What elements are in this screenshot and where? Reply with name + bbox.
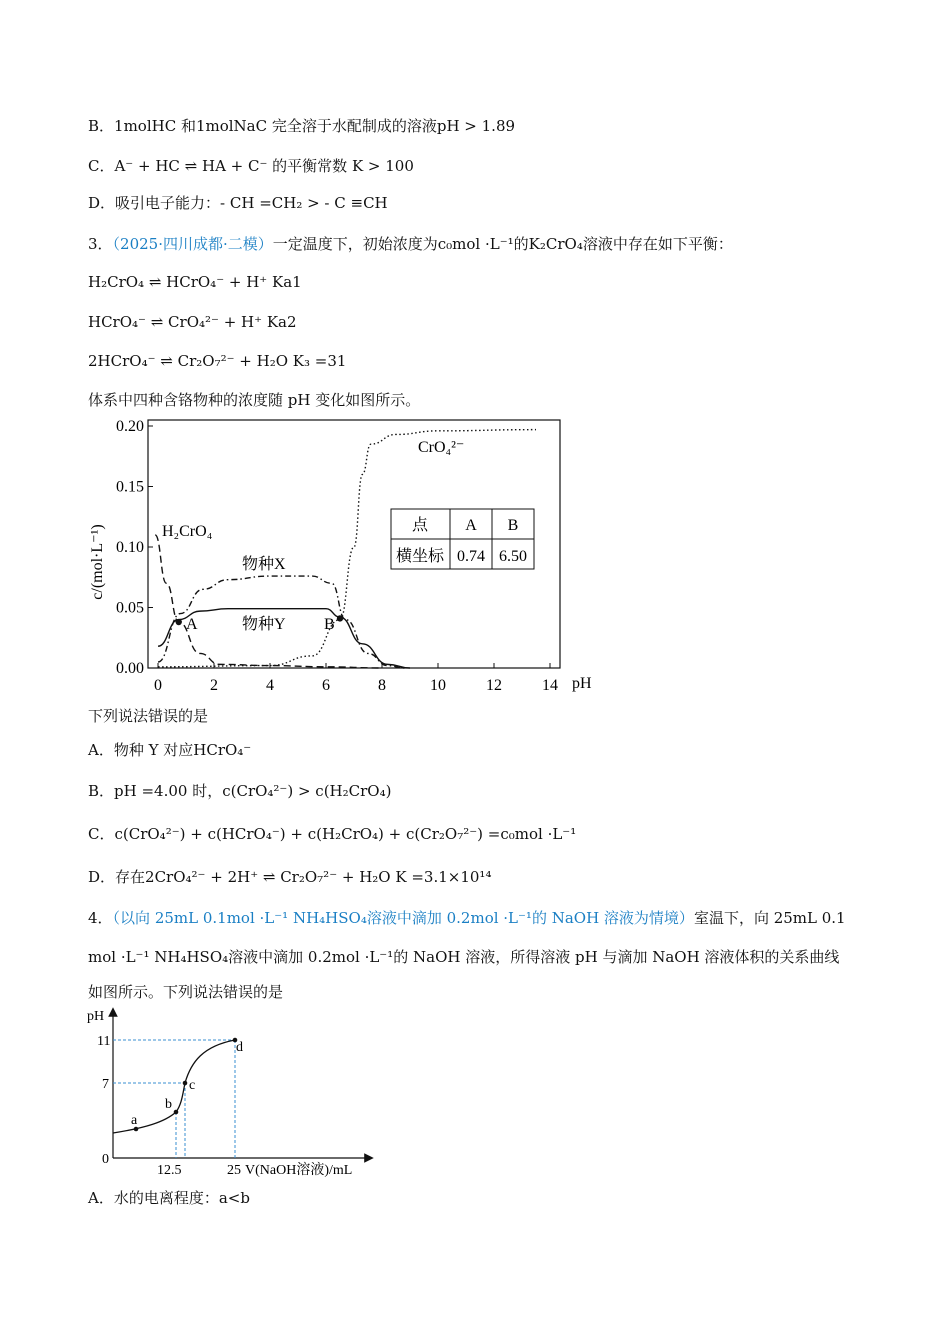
y-tick-label: 0.15 <box>116 478 144 496</box>
x-tick-label: 4 <box>266 677 274 694</box>
label-d: d <box>236 1040 243 1055</box>
point-b-label: B <box>324 616 335 633</box>
y-tick-0: 0 <box>102 1152 109 1167</box>
x-tick-label: 0 <box>154 677 162 694</box>
q4-line-3: 如图所示。下列说法错误的是 <box>88 983 284 1001</box>
table-value-a: 0.74 <box>457 548 485 565</box>
y-tick-label: 0.05 <box>116 599 144 617</box>
y-tick-label: 0.00 <box>116 660 144 677</box>
q3-option-c: C．c(CrO₄²⁻) + c(HCrO₄⁻) + c(H₂CrO₄) + c(Cr₂O₇²⁻) =c₀mol ·L⁻¹ <box>88 825 577 843</box>
point-b <box>174 1110 179 1115</box>
y-tick-label: 0.20 <box>116 418 144 435</box>
label-c: c <box>189 1078 196 1093</box>
q3-stem: 一定温度下，初始浓度为c₀mol ·L⁻¹的K₂CrO₄溶液中存在如下平衡： <box>272 235 733 253</box>
species-y-label: 物种Y <box>242 616 286 633</box>
q3-description: 体系中四种含铬物种的浓度随 pH 变化如图所示。 <box>88 391 421 409</box>
q4-option-a: A．水的电离程度：a<b <box>88 1189 250 1207</box>
chromium-species-chart <box>88 412 608 697</box>
q3-option-b: B．pH =4.00 时，c(CrO₄²⁻) > c(H₂CrO₄) <box>88 782 392 800</box>
table-row-label: 横坐标 <box>395 548 445 565</box>
x-axis-label: V(NaOH溶液)/mL <box>245 1163 353 1178</box>
point-c <box>183 1081 188 1086</box>
h2cro4-label: H₂CrO₄ <box>162 523 213 540</box>
x-tick-label: 12 <box>486 677 502 694</box>
q3-stem-line <box>88 234 733 254</box>
q3-option-d: D．存在2CrO₄²⁻ + 2H⁺ ⇌ Cr₂O₇²⁻ + H₂O K =3.1×10¹⁴ <box>88 868 492 886</box>
x-axis-label: pH <box>572 675 592 692</box>
point-a-label: A <box>186 616 198 633</box>
x-tick-12.5: 12.5 <box>157 1163 182 1178</box>
intersection-point-a <box>176 619 182 625</box>
label-b: b <box>165 1097 172 1112</box>
q3-equation-2: HCrO₄⁻ ⇌ CrO₄²⁻ + H⁺ Ka2 <box>88 313 297 331</box>
q2-option-c: C．A⁻ + HC ⇌ HA + C⁻ 的平衡常数 K > 100 <box>88 157 414 175</box>
titration-chart <box>85 1004 385 1179</box>
x-tick-label: 10 <box>430 677 446 694</box>
q4-stem-start: 室温下，向 25mL 0.1 <box>693 909 846 927</box>
table-header-a: A <box>465 517 477 534</box>
q3-equation-1: H₂CrO₄ ⇌ HCrO₄⁻ + H⁺ Ka1 <box>88 273 302 291</box>
q4-line-1 <box>88 908 846 928</box>
series-line <box>155 535 382 668</box>
q2-option-b: B．1molHC 和1molNaC 完全溶于水配制成的溶液pH > 1.89 <box>88 117 516 135</box>
x-tick-label: 8 <box>378 677 386 694</box>
intersection-point-b <box>337 615 343 621</box>
q4-number: 4． <box>88 909 113 927</box>
table-header-point: 点 <box>411 517 429 534</box>
x-tick-label: 14 <box>542 677 558 694</box>
q2-option-d: D．吸引电子能力：- CH =CH₂ > - C ≡CH <box>88 194 388 212</box>
x-tick-label: 2 <box>210 677 218 694</box>
y-tick-7: 7 <box>102 1077 109 1092</box>
y-tick-label: 0.10 <box>116 539 144 556</box>
q3-equation-3: 2HCrO₄⁻ ⇌ Cr₂O₇²⁻ + H₂O K₃ =31 <box>88 352 347 370</box>
species-x-label: 物种X <box>242 556 286 573</box>
table-header-b: B <box>507 517 519 534</box>
label-a: a <box>131 1113 138 1128</box>
y-axis-label: c/(mol·L⁻¹) <box>89 524 106 600</box>
q4-line-2: mol ·L⁻¹ NH₄HSO₄溶液中滴加 0.2mol ·L⁻¹的 NaOH 溶液，所得溶液 pH 与滴加 NaOH 溶液体积的关系曲线 <box>88 948 840 966</box>
q3-number: 3． <box>88 235 113 253</box>
q3-option-a: A．物种 Y 对应HCrO₄⁻ <box>88 741 252 759</box>
q3-ask: 下列说法错误的是 <box>88 707 209 725</box>
cro4-label: CrO₄²⁻ <box>418 439 465 456</box>
y-tick-11: 11 <box>97 1034 111 1049</box>
ph-axis-label: pH <box>87 1009 105 1024</box>
inset-table <box>391 509 534 569</box>
x-tick-label: 6 <box>322 677 330 694</box>
q3-source: （2025·四川成都·二模） <box>112 235 273 253</box>
table-value-b: 6.50 <box>499 548 527 565</box>
q4-source: （以向 25mL 0.1mol ·L⁻¹ NH₄HSO₄溶液中滴加 0.2mol ·L⁻¹的 NaOH 溶液为情境） <box>112 909 694 927</box>
x-tick-25: 25 <box>227 1163 241 1178</box>
